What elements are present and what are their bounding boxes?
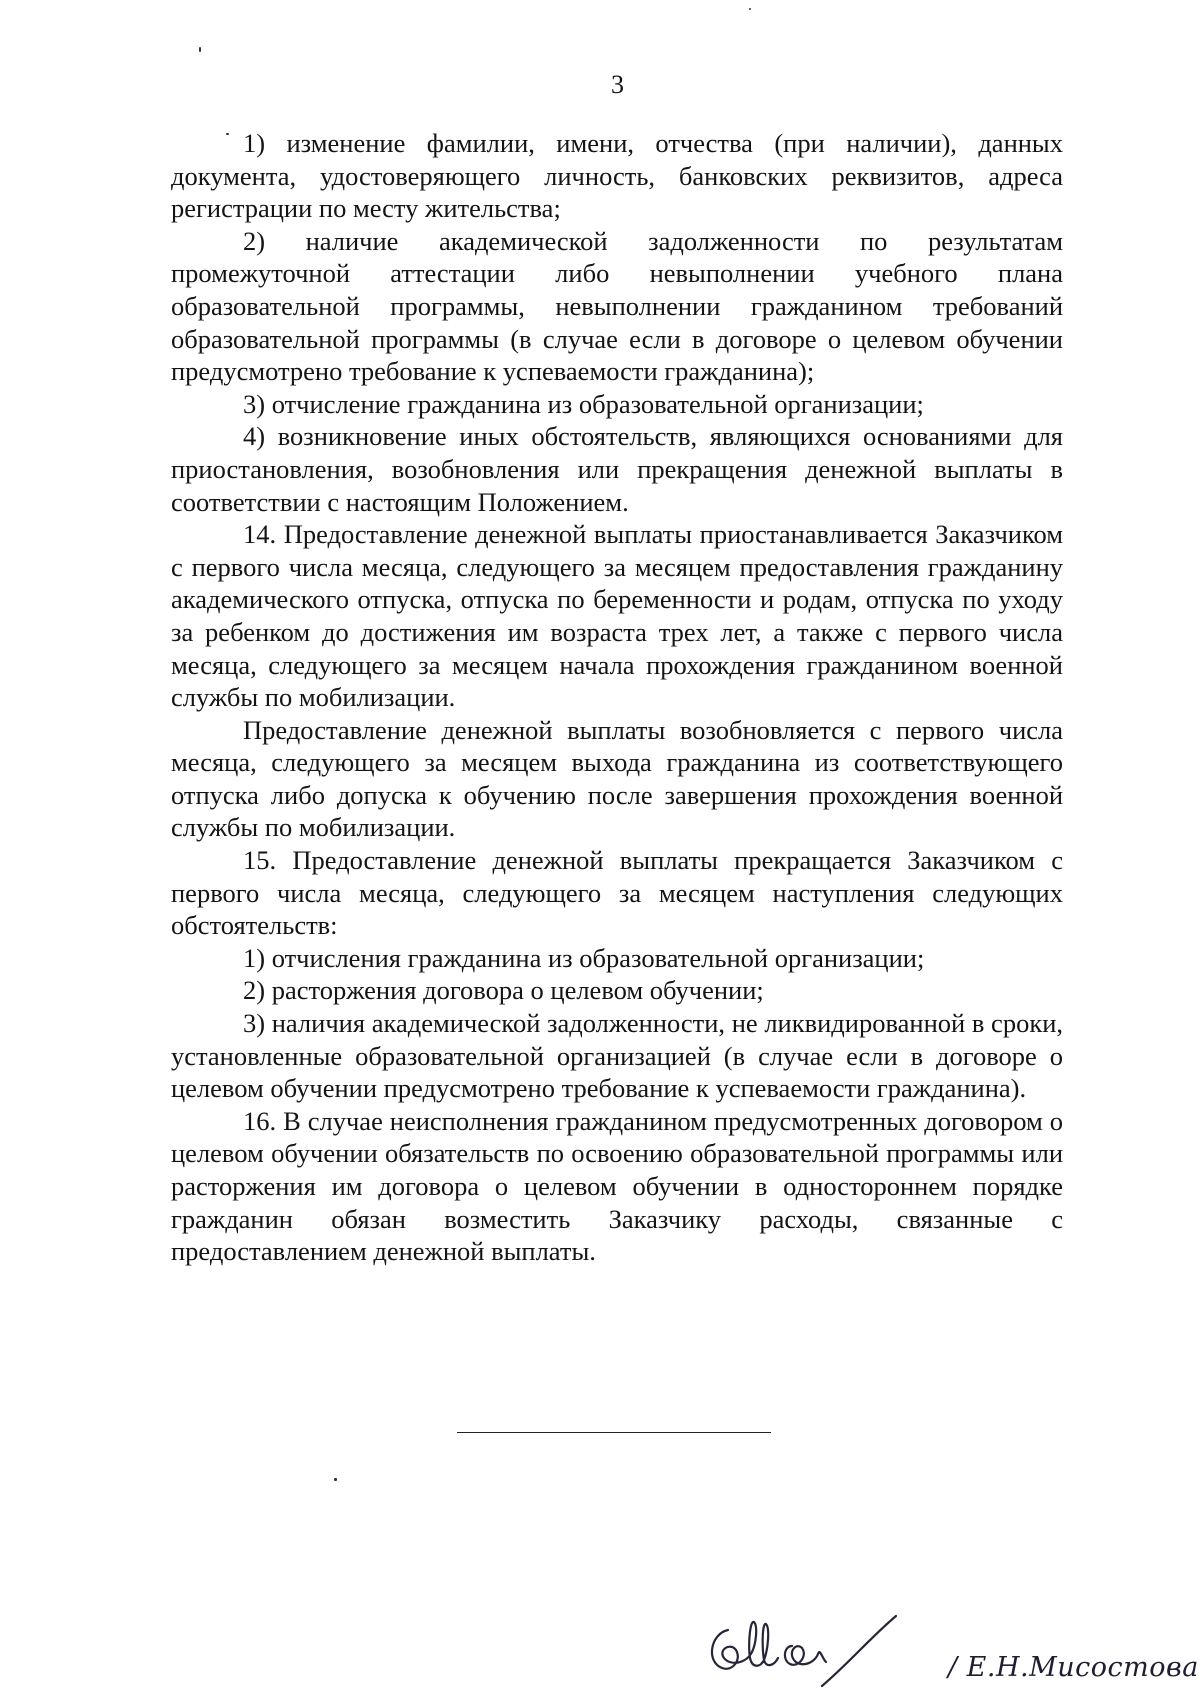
paragraph-clause-14: 14. Предоставление денежной выплаты приостанавливается Заказчиком с первого числа месяца, следующего за месяцем предоставления гражданину академического отпуска, отпуска по беременности и родам, отпуска по уходу за ребенком до достижения им возраста трех лет, а также с первого числа месяца, следующего за месяцем начала прохождения гражданином военной службы по мобилизации.	[171, 519, 1063, 713]
paragraph-clause-14-resume: Предоставление денежной выплаты возобновляется с первого числа месяца, следующего за месяцем выхода гражданина из соответствующего отпуска либо допуска к обучению после завершения прохождения военной службы по мобилизации.	[171, 714, 1063, 843]
document-body	[171, 127, 1063, 1268]
paragraph-clause-15-item-3: 3) наличия академической задолженности, не ликвидированной в сроки, установленные образовательной организацией (в случае если в договоре о целевом обучении предусмотрено требование к успеваемости гражданина).	[171, 1008, 1063, 1104]
scan-speck	[226, 133, 229, 135]
signature-block	[700, 1610, 1199, 1690]
paragraph-clause-15-item-2: 2) расторжения договора о целевом обучении;	[243, 975, 764, 1006]
paragraph-item-1: 1) изменение фамилии, имени, отчества (при наличии), данных документа, удостоверяющего личность, банковских реквизитов, адреса регистрации по месту жительства;	[171, 128, 1063, 224]
scan-speck	[334, 1478, 337, 1481]
page-number: 3	[611, 70, 624, 99]
scan-speck	[749, 8, 751, 10]
paragraph-item-3: 3) отчисление гражданина из образовательной организации;	[243, 388, 924, 419]
paragraph-clause-15: 15. Предоставление денежной выплаты прекращается Заказчиком с первого числа месяца, следующего за месяцем наступления следующих обстоятельств:	[171, 845, 1063, 941]
end-separator-line	[457, 1432, 771, 1433]
paragraph-clause-16: 16. В случае неисполнения гражданином предусмотренных договором о целевом обучении обязательств по освоению образовательной программы или расторжения им договора о целевом обучении в одностороннем порядке гражданин обязан возместить Заказчику расходы, связанные с предоставлением денежной выплаты.	[171, 1105, 1063, 1267]
paragraph-clause-15-item-1: 1) отчисления гражданина из образовательной организации;	[243, 942, 925, 973]
paragraph-item-2: 2) наличие академической задолженности по результатам промежуточной аттестации либо невыполнении учебного плана образовательной программы, невыполнении гражданином требований образовательной программы (в случае если в договоре о целевом обучении предусмотрено требование к успеваемости гражданина);	[171, 225, 1063, 387]
handwritten-signature-icon	[700, 1610, 920, 1690]
scan-speck	[199, 47, 201, 52]
signer-name: / Е.Н.Мисостова	[948, 1652, 1199, 1683]
paragraph-item-4: 4) возникновение иных обстоятельств, являющихся основаниями для приостановления, возобновления или прекращения денежной выплаты в соответствии с настоящим Положением.	[171, 421, 1063, 517]
